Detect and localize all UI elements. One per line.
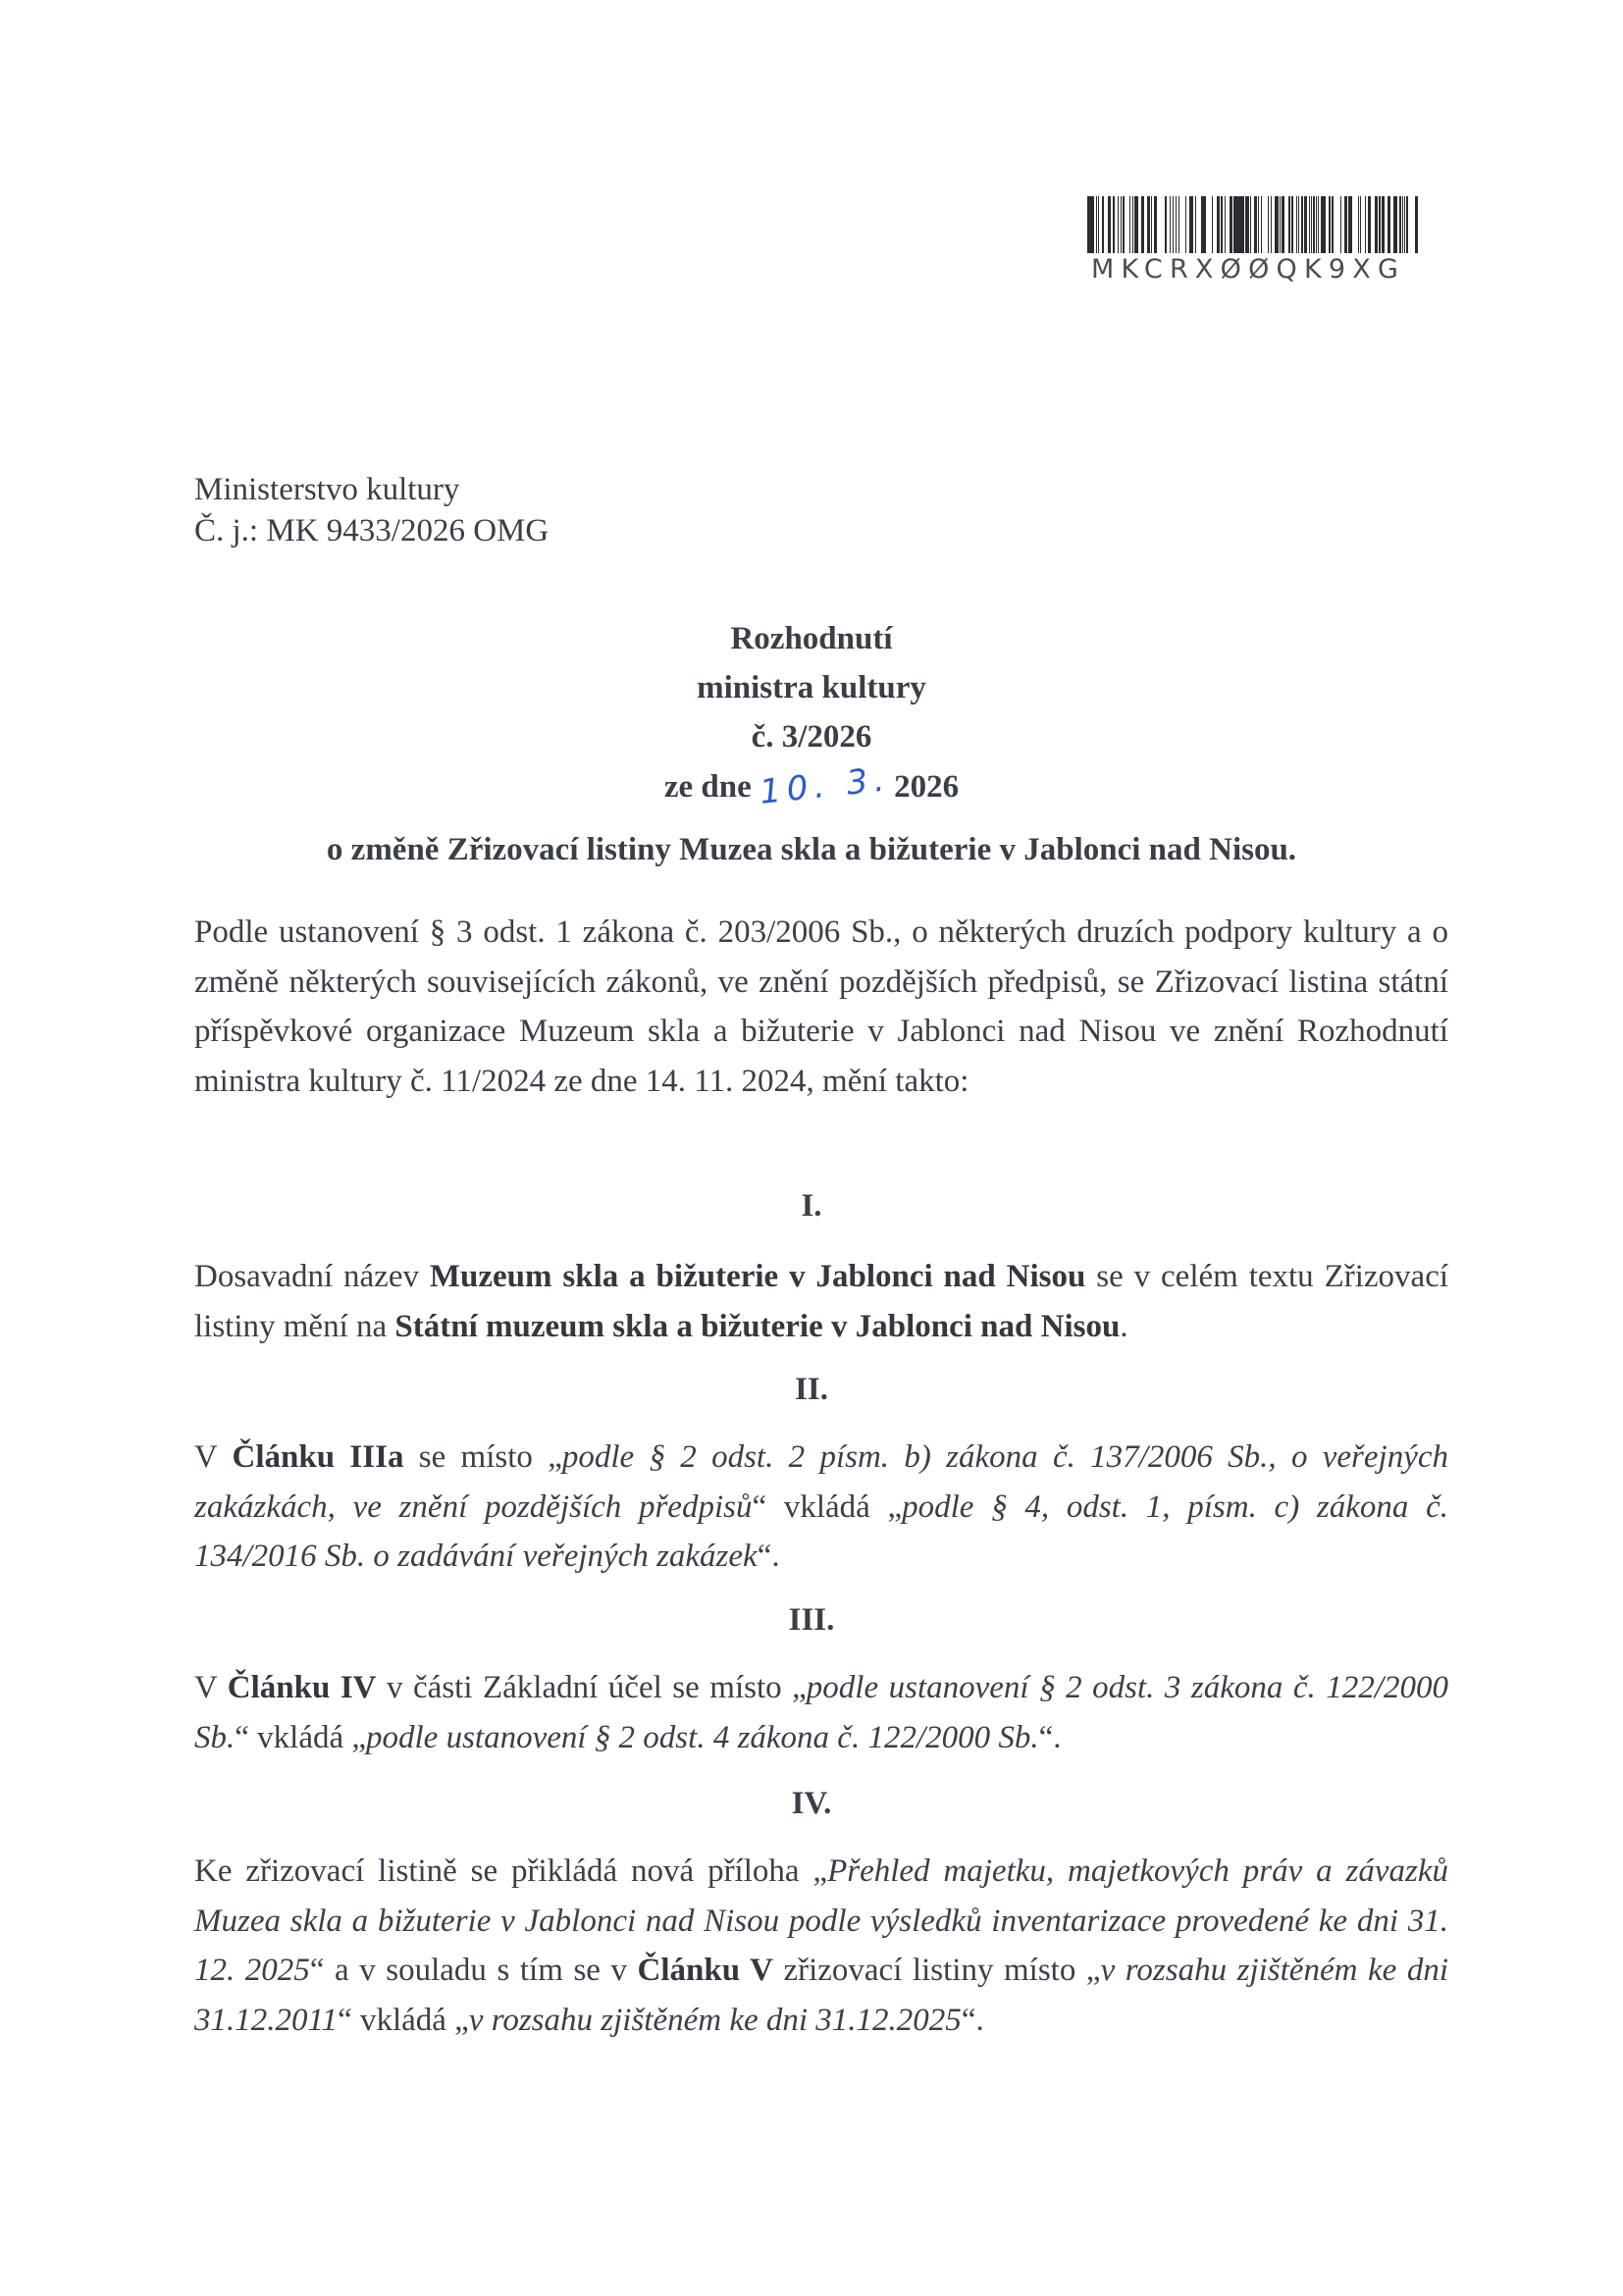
- body-text: “ a v souladu s tím se v: [309, 1953, 638, 1988]
- barcode-bar: [1324, 196, 1326, 253]
- barcode-bar: [1118, 196, 1119, 253]
- barcode-bar: [1135, 196, 1138, 253]
- ministry-name: Ministerstvo kultury: [194, 472, 460, 507]
- barcode-bar: [1309, 196, 1310, 253]
- section-heading-3: III.: [788, 1602, 835, 1638]
- barcode-bar: [1123, 196, 1125, 253]
- barcode-bar: [1298, 196, 1299, 253]
- barcode-bar: [1195, 196, 1197, 253]
- barcode-bar: [1237, 196, 1238, 253]
- document-header: [194, 469, 549, 551]
- section-body-1: [194, 1252, 1448, 1351]
- barcode-bar: [1258, 196, 1259, 253]
- section-body-4: [194, 1847, 1448, 2045]
- barcode-bar: [1261, 196, 1262, 253]
- barcode-bar: [1132, 196, 1133, 253]
- decision-number: č. 3/2026: [751, 719, 872, 755]
- barcode-bar: [1190, 196, 1193, 253]
- italic-quote: v rozsahu zjištěném ke dni 31.12.2011: [194, 1953, 1449, 2038]
- body-text: v části Základní účel se místo „: [376, 1670, 807, 1705]
- section-heading-4: IV.: [791, 1786, 832, 1821]
- barcode-bar: [1282, 196, 1284, 253]
- body-text: “ vkládá „: [752, 1488, 903, 1525]
- date-prefix: ze dne: [663, 769, 752, 805]
- barcode-bars: [1087, 196, 1421, 253]
- barcode-bar: [1369, 196, 1371, 253]
- body-text: .: [1120, 1308, 1128, 1344]
- section-heading-1: I.: [801, 1188, 822, 1224]
- bold-text: Článku IV: [227, 1670, 377, 1705]
- barcode-bar: [1241, 196, 1244, 253]
- barcode-bar: [1318, 196, 1319, 253]
- body-text: “.: [757, 1539, 780, 1574]
- reference-number: Č. j.: MK 9433/2026 OMG: [194, 513, 550, 548]
- barcode-bar: [1387, 196, 1390, 253]
- bold-text: Státní muzeum skla a bižuterie v Jablonci nad Nisou: [394, 1308, 1121, 1344]
- barcode-bar: [1340, 196, 1341, 253]
- barcode-bar: [1288, 196, 1290, 253]
- body-text: se místo „: [403, 1439, 562, 1475]
- barcode-bar: [1344, 196, 1347, 253]
- bold-text: Článku IIIa: [232, 1439, 404, 1475]
- title-line-1: Rozhodnutí: [730, 621, 893, 656]
- barcode-bar: [1415, 196, 1418, 253]
- italic-quote: podle ustanovení § 2 odst. 4 zákona č. 122/2000 Sb.: [366, 1719, 1039, 1755]
- barcode-bar: [1230, 196, 1232, 253]
- barcode-bar: [1246, 196, 1249, 253]
- barcode-bar: [1278, 196, 1279, 253]
- body-text: Dosavadní název: [194, 1259, 430, 1294]
- italic-quote: Přehled majetku, majetkových práv a závazků Muzea skla a bižuterie v Jablonci nad Nisou podle výsledků inventarizace provedené ke dni 31. 12. 2025: [194, 1853, 1449, 1988]
- barcode-bar: [1148, 196, 1149, 253]
- bold-text: Muzeum skla a bižuterie v Jablonci nad Nisou: [429, 1259, 1086, 1294]
- barcode-bar: [1330, 196, 1331, 253]
- barcode-bar: [1203, 196, 1206, 253]
- barcode-bar: [1250, 196, 1251, 253]
- barcode-bar: [1176, 196, 1177, 253]
- barcode-bar: [1121, 196, 1122, 253]
- barcode-bar: [1165, 196, 1167, 253]
- barcode-bar: [1296, 196, 1297, 253]
- barcode-bar: [1402, 196, 1403, 253]
- barcode-bar: [1151, 196, 1152, 253]
- barcode-bar: [1291, 196, 1293, 253]
- barcode-bar: [1225, 196, 1226, 253]
- barcode-bar: [1407, 196, 1408, 253]
- barcode-bar: [1311, 196, 1312, 253]
- barcode-bar: [1109, 196, 1112, 253]
- barcode-bar: [1365, 196, 1366, 253]
- barcode-bar: [1173, 196, 1174, 253]
- barcode-bar: [1255, 196, 1257, 253]
- body-text: “ vkládá „: [338, 2002, 469, 2038]
- barcode-bar: [1114, 196, 1115, 253]
- barcode-bar: [1212, 196, 1213, 253]
- barcode-bar: [1185, 196, 1186, 253]
- barcode-bar: [1091, 196, 1094, 253]
- barcode-bar: [1358, 196, 1359, 253]
- body-text: Ke zřizovací listině se přikládá nová příloha „: [194, 1853, 828, 1889]
- body-text: “.: [961, 2002, 984, 2038]
- italic-quote: podle § 4, odst. 1, písm. c) zákona č. 134/2016 Sb. o zadávání veřejných zakázek: [194, 1488, 1448, 1574]
- barcode-bar: [1096, 196, 1097, 253]
- body-text: “ vkládá „: [235, 1719, 367, 1755]
- barcode-bar: [1377, 196, 1378, 253]
- handwritten-date: 10. 3.: [758, 759, 892, 812]
- section-body-2: [194, 1433, 1448, 1582]
- body-text: V: [194, 1439, 233, 1475]
- italic-quote: podle § 2 odst. 2 písm. b) zákona č. 137/2006 Sb., o veřejných zakázkách, ve znění pozdějších předpisů: [194, 1439, 1448, 1525]
- body-text: se v celém textu Zřizovací listiny mění na: [194, 1259, 1449, 1344]
- barcode-bar: [1268, 196, 1269, 253]
- intro-paragraph: Podle ustanovení § 3 odst. 1 zákona č. 203/2006 Sb., o některých druzích podpory kultury a o změně některých souvisejících zákonů, ve znění pozdějších předpisů, se Zřizovací listina státní příspěvkové organizace Muzeum skla a bižuterie v Jablonci nad Nisou ve znění Rozhodnutí ministra kultury č. 11/2024 ze dne 14. 11. 2024, mění takto:: [194, 914, 1448, 1099]
- barcode-bar: [1222, 196, 1223, 253]
- barcode-bar: [1396, 196, 1397, 253]
- body-text: “.: [1038, 1719, 1062, 1755]
- barcode-code: MKCRXØØQK9XG: [1091, 254, 1406, 285]
- barcode-bar: [1178, 196, 1179, 253]
- italic-quote: v rozsahu zjištěném ke dni 31.12.2025: [468, 2002, 962, 2038]
- barcode-bar: [1399, 196, 1401, 253]
- barcode-bar: [1360, 196, 1361, 253]
- document-barcode: [1087, 196, 1421, 285]
- barcode-bar: [1316, 196, 1317, 253]
- barcode-bar: [1280, 196, 1282, 253]
- barcode-bar: [1170, 196, 1172, 253]
- barcode-bar: [1271, 196, 1272, 253]
- barcode-bar: [1304, 196, 1307, 253]
- barcode-bar: [1129, 196, 1130, 253]
- italic-quote: podle ustanovení § 2 odst. 3 zákona č. 122/2000 Sb.: [194, 1670, 1448, 1755]
- barcode-bar: [1404, 196, 1405, 253]
- barcode-bar: [1141, 196, 1144, 253]
- barcode-bar: [1102, 196, 1104, 253]
- barcode-bar: [1379, 196, 1381, 253]
- barcode-bar: [1301, 196, 1303, 253]
- barcode-bar: [1217, 196, 1220, 253]
- bold-text: Článku V: [637, 1953, 773, 1988]
- barcode-bar: [1313, 196, 1316, 253]
- decision-title: [0, 614, 1623, 811]
- barcode-bar: [1382, 196, 1385, 253]
- barcode-bar: [1098, 196, 1099, 253]
- decision-date: [664, 761, 959, 811]
- barcode-bar: [1350, 196, 1353, 253]
- decision-subject: o změně Zřizovací listiny Muzea skla a bižuterie v Jablonci nad Nisou.: [326, 832, 1297, 867]
- barcode-bar: [1332, 196, 1334, 253]
- section-body-3: [194, 1663, 1448, 1762]
- section-heading-2: II.: [795, 1372, 828, 1407]
- title-line-2: ministra kultury: [697, 670, 926, 705]
- body-text: zřizovací listiny místo „: [772, 1953, 1101, 1988]
- body-text: V: [194, 1670, 228, 1705]
- date-year: 2026: [894, 769, 960, 805]
- barcode-bar: [1156, 196, 1157, 253]
